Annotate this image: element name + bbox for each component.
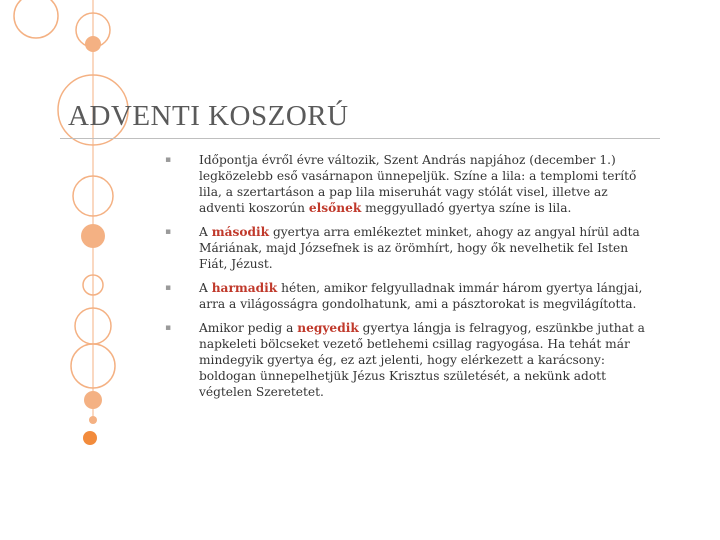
highlight-word: elsőnek	[308, 201, 362, 215]
bullet-text: A	[199, 281, 212, 295]
title-divider	[60, 138, 660, 139]
bullet-dot-icon: ▪	[165, 155, 172, 165]
deco-dot	[89, 416, 97, 424]
bullet-text: A	[199, 225, 212, 239]
deco-dot	[85, 36, 101, 52]
deco-circle	[14, 0, 58, 38]
bullet-dot-icon: ▪	[165, 323, 172, 333]
bullet-text: gyertya arra emlékeztet minket, ahogy az angyal hírül adta Máriának, majd Józsefnek is az örömhírt, hogy ők nevelhetik fel Isten Fiát, Jézust.	[199, 225, 640, 271]
bullet-text: héten, amikor felgyulladnak immár három gyertya lángjai, arra a világosságra gondolhatunk, ami a pásztorokat is megvilágította.	[199, 281, 643, 311]
deco-dot	[81, 224, 105, 248]
bullet-item	[165, 320, 655, 400]
deco-dot	[83, 431, 97, 445]
highlight-word: negyedik	[297, 321, 359, 335]
bullet-dot-icon: ▪	[165, 283, 172, 293]
slide-title: ADVENTI KOSZORÚ	[68, 100, 349, 132]
highlight-word: harmadik	[211, 281, 278, 295]
bullet-text: meggyulladó gyertya színe is lila.	[361, 201, 572, 215]
bullet-list	[165, 152, 655, 408]
bullet-item	[165, 224, 655, 272]
highlight-word: második	[211, 225, 270, 239]
bullet-text: gyertya lángja is felragyog, eszünkbe juthat a napkeleti bölcseket vezető betlehemi csillag ragyogása. Ha tehát már mindegyik gyertya ég, ez azt jelenti, hogy elérkezett a karácsony: boldogan ünnepelhetjük Jézus Krisztus születését, a nekünk adott végtelen Szeretetet.	[199, 321, 645, 399]
bullet-text: Időpontja évről évre változik, Szent András napjához (december 1.) legközelebb eső vasárnapon ünnepeljük. Színe a lila: a templomi terítő lila, a szertartáson a pap lila miseruhát vagy stólát visel, illetve az adventi koszorún	[199, 153, 637, 215]
bullet-item	[165, 152, 655, 216]
deco-dot	[84, 391, 102, 409]
bullet-dot-icon: ▪	[165, 227, 172, 237]
bullet-text: Amikor pedig a	[199, 321, 298, 335]
bullet-item	[165, 280, 655, 312]
